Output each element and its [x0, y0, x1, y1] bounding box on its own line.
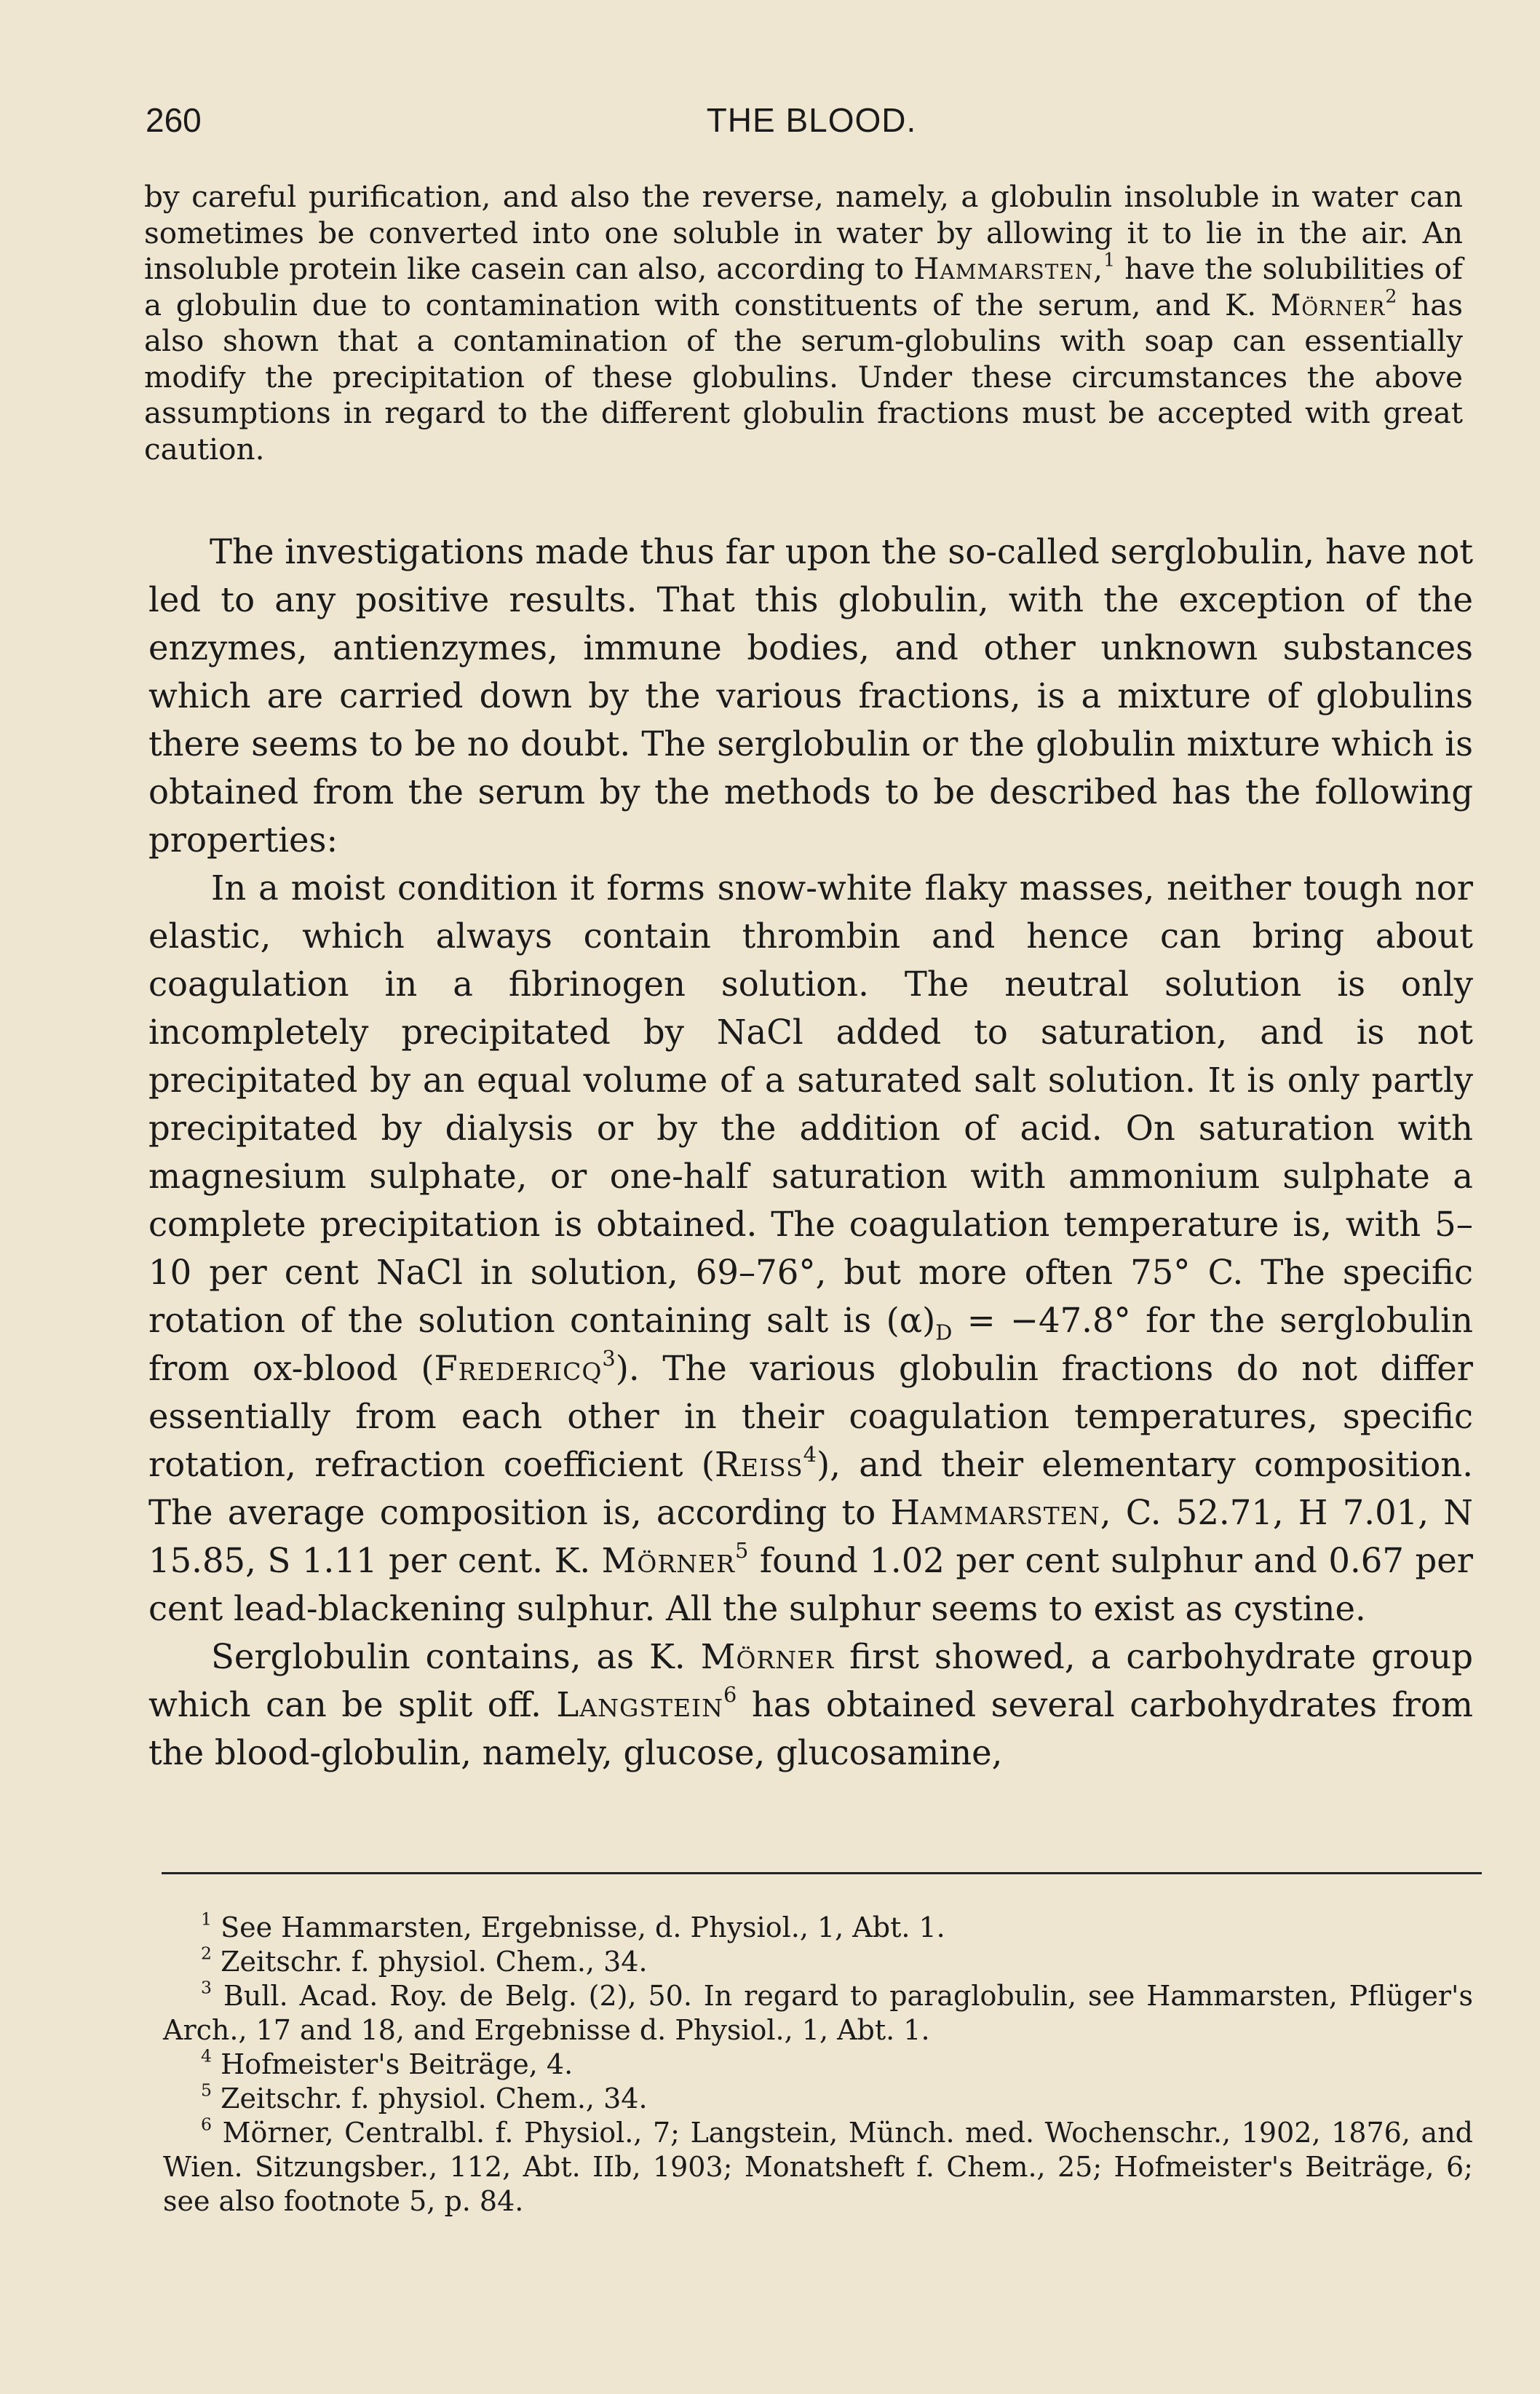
text-run: ), and their elementary composition. The average composition is, according to	[148, 1445, 1473, 1532]
footnote-ref: 1	[1103, 249, 1116, 271]
text-run: has obtained several carbohydrates from the blood-globulin, namely, glucose, glucosamine,	[148, 1685, 1473, 1772]
author-name: Hammarsten	[890, 1493, 1100, 1532]
text-run: by careful purification, and also the reverse, namely, a globulin insoluble in water can sometimes be converted into one soluble in water by allowing it to lie in the air. An insoluble protein like casein can also, according to	[144, 179, 1463, 286]
paragraph-1	[144, 179, 1463, 467]
footnote-ref: 5	[735, 1537, 749, 1563]
page-number: 260	[146, 101, 202, 139]
author-name: Reiss	[714, 1445, 803, 1484]
main-text	[148, 528, 1473, 1777]
author-name: Hammarsten,	[913, 251, 1104, 286]
text-run: In a moist condition it forms snow-white flaky masses, neither tough nor elastic, which always contain thrombin and hence can bring about coagulation in a fibrinogen solution. The neutral solution is only incompletely precipitated by NaCl added to saturation, and is not precipitated by an equal volume of a saturated salt solution. It is only partly precipitated by dialysis or by the addition of acid. On saturation with magnesium sulphate, or one-half saturation with ammonium sulphate a complete precipitation is obtained. The coagulation temperature is, with 5–10 per cent NaCl in solution, 69–76°, but more often 75° C. The specific rotation of the solution containing salt is (α)	[148, 868, 1473, 1340]
author-name: Langstein	[556, 1685, 723, 1724]
footnote-mark: 3	[201, 1977, 212, 1998]
footnote-mark: 2	[201, 1943, 212, 1964]
footnote-mark: 1	[201, 1909, 212, 1930]
text-run: has also shown that a contamination of the serum-globulins with soap can essentially modify the precipitation of these globulins. Under these circumstances the above assumptions in regard to the different globulin fractions must be accepted with great caution.	[144, 287, 1463, 467]
text-run: first showed, a carbohydrate group which can be split off.	[148, 1637, 1473, 1724]
footnote-ref: 3	[602, 1345, 616, 1371]
running-header	[146, 100, 1477, 144]
footnote-text: Zeitschr. f. physiol. Chem., 34.	[221, 2082, 648, 2114]
footnote	[163, 1979, 1473, 2048]
author-name: Mörner	[1270, 287, 1386, 322]
footnote-text: Bull. Acad. Roy. de Belg. (2), 50. In regard to paraglobulin, see Hammarsten, Pflüger's Arch., 17 and 18, and Ergebnisse d. Physiol., 1, Abt. 1.	[163, 1980, 1473, 2046]
footnote-text: See Hammarsten, Ergebnisse, d. Physiol., 1, Abt. 1.	[221, 1911, 945, 1943]
text-run: have the solubilities of a globulin due to contamination with constituents of the serum, and K.	[144, 251, 1463, 322]
text-run: ). The various globulin fractions do not differ essentially from each other in their coagulation temperatures, specific rotation, refraction coefficient (	[148, 1349, 1473, 1484]
text-run: found 1.02 per cent sulphur and 0.67 per cent lead-blackening sulphur. All the sulphur seems to exist as cystine.	[148, 1541, 1473, 1628]
footnote	[163, 2082, 1473, 2116]
footnote	[163, 1911, 1473, 1945]
footnote-mark: 4	[201, 2045, 212, 2066]
footnote-ref: 4	[803, 1441, 817, 1467]
footnotes	[163, 1911, 1473, 2219]
subscript: D	[935, 1320, 953, 1345]
footnote	[163, 2045, 1473, 2082]
text-run: , C. 52.71, H 7.01, N 15.85, S 1.11 per cent. K.	[148, 1493, 1473, 1580]
footnote-text: Hofmeister's Beiträge, 4.	[221, 2048, 573, 2080]
paragraph-3	[148, 864, 1473, 1633]
text-run: = −47.8° for the serglobulin from ox-blood (	[148, 1301, 1473, 1388]
text-run: Serglobulin contains, as K.	[211, 1637, 701, 1676]
author-name: Fredericq	[434, 1349, 603, 1388]
footnote-text: Mörner, Centralbl. f. Physiol., 7; Langstein, Münch. med. Wochenschr., 1902, 1876, and Wien. Sitzungsber., 112, Abt. IIb, 1903; Monatsheft f. Chem., 25; Hofmeister's Beiträge, 6; see also footnote 5, p. 84.	[163, 2117, 1473, 2217]
footnote-ref: 6	[723, 1681, 737, 1707]
footnote-mark: 6	[201, 2114, 212, 2135]
footnote	[163, 2116, 1473, 2219]
footnote-text: Zeitschr. f. physiol. Chem., 34.	[221, 1946, 648, 1978]
paragraph-4	[148, 1633, 1473, 1777]
footnote-mark: 5	[201, 2080, 212, 2101]
running-title: THE BLOOD.	[706, 101, 917, 139]
footnote-ref: 2	[1385, 285, 1397, 306]
carryover-paragraph	[144, 179, 1463, 467]
paragraph-2: The investigations made thus far upon the so-called serglobulin, have not led to any positive results. That this globulin, with the exception of the enzymes, antienzymes, immune bodies, and other unknown substances which are carried down by the various fractions, is a mixture of globulins there seems to be no doubt. The serglobulin or the globulin mixture which is obtained from the serum by the methods to be described has the following properties:	[148, 532, 1473, 860]
author-name: Mörner	[601, 1541, 735, 1580]
author-name: Mörner	[700, 1637, 835, 1676]
footnote-divider	[162, 1872, 1482, 1874]
footnote	[163, 1945, 1473, 1979]
